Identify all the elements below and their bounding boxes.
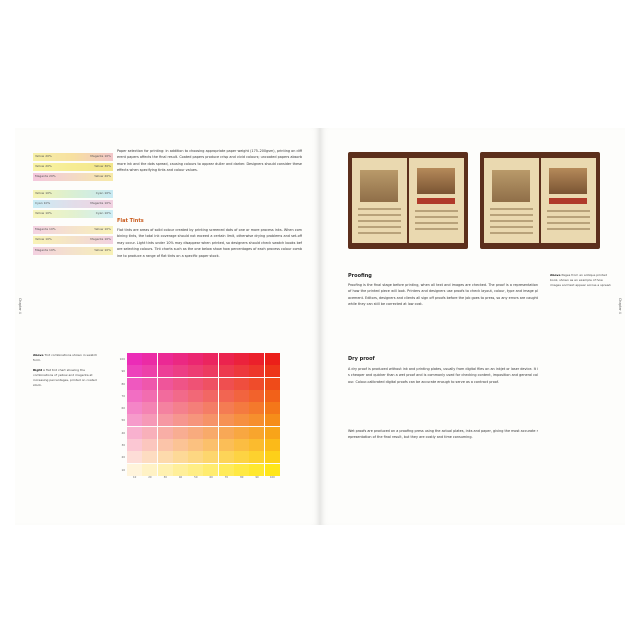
flat-tints-paragraph: Flat tints are areas of solid colour created by printing screened dots of one or more process inks. When combining tints, the total ink coverage should not exceed a certain limit, otherwise drying problems and set-off may occur. Light tints under 10% may disappear when printed, so designers should check swatch books before selecting colours. Tint charts such as the one below show how percentages of each process colour combine to produce a range of flat tints on a specific paper stock. — [117, 228, 302, 258]
swatch-label-right: Cyan 10% — [95, 190, 111, 195]
tint-cell — [188, 427, 203, 439]
tint-cell — [265, 378, 280, 390]
tint-chart-row — [115, 365, 280, 377]
swatch-label-left: Magenta 20% — [35, 174, 56, 179]
tint-cell — [158, 427, 173, 439]
dry-proof-paragraph: A dry proof is produced without ink and printing plates, usually from digital files on an inkjet or laser device. It is cheaper and quicker than a wet proof and is commonly used for checking content, imposition and general colour. Colour-calibrated digital proofs can be accurate enough to serve as a contract proof. — [348, 367, 538, 384]
tint-chart-row — [115, 451, 280, 463]
tint-cell — [249, 402, 264, 414]
tint-cell — [249, 414, 264, 426]
tint-cell — [127, 353, 142, 365]
tint-cell — [158, 402, 173, 414]
tint-cell — [142, 353, 157, 365]
tint-cell — [234, 451, 249, 463]
caption-photos — [550, 273, 612, 288]
tint-cell — [142, 378, 157, 390]
tint-cell — [265, 390, 280, 402]
tint-swatch — [33, 226, 113, 234]
caption-right-text: A flat tint chart showing the combinations of yellow and magenta at increasing percentages, printed on coated stock. — [33, 368, 97, 387]
tint-cell — [219, 414, 234, 426]
left-page — [15, 128, 320, 525]
tint-cell — [142, 365, 157, 377]
swatch-label-left: Yellow 20% — [35, 154, 52, 158]
tint-cell — [142, 402, 157, 414]
tint-cell — [219, 427, 234, 439]
tint-cell — [219, 451, 234, 463]
tint-cell — [219, 464, 234, 476]
tint-swatch — [33, 210, 113, 218]
caption-above-text: Tint combinations shown in swatch form. — [33, 353, 98, 362]
tint-cell — [142, 390, 157, 402]
tint-cell — [203, 451, 218, 463]
book-spread — [15, 128, 625, 525]
tint-cell — [142, 439, 157, 451]
tint-cell — [173, 353, 188, 365]
section-title-proofing: Proofing — [348, 273, 372, 279]
tint-cell — [173, 451, 188, 463]
tint-cell — [249, 353, 264, 365]
tint-cell — [249, 378, 264, 390]
tint-cell — [249, 427, 264, 439]
swatch-label-right: Magenta 10% — [90, 200, 111, 205]
tint-swatch — [33, 153, 113, 161]
tint-cell — [234, 402, 249, 414]
tint-col-label: 60 — [209, 475, 213, 479]
tint-cell — [173, 427, 188, 439]
tint-cell — [188, 353, 203, 365]
swatch-label-right: Yellow 10% — [94, 247, 111, 252]
tint-col-label: 70 — [224, 475, 229, 479]
tint-cell — [158, 365, 173, 377]
tint-cell — [234, 378, 249, 390]
tint-cell — [173, 402, 188, 414]
tint-row-label: 90 — [121, 369, 125, 374]
tint-cell — [142, 464, 157, 476]
tint-row-label: 30 — [121, 443, 125, 448]
caption-right — [33, 368, 103, 388]
caption-photos-text: Pages from an antique printed book, shown as an example of how images and text appear across a spread. — [550, 273, 612, 287]
caption-photos-label: Above — [550, 273, 561, 277]
tint-chart — [115, 353, 280, 505]
tint-row-label: 70 — [121, 393, 125, 398]
tint-cell — [127, 365, 142, 377]
tint-chart-row — [115, 439, 280, 451]
tint-cell — [203, 353, 218, 365]
tint-cell — [203, 365, 218, 377]
tint-cell — [127, 427, 142, 439]
section-title-dry-proof: Dry proof — [348, 356, 375, 362]
tint-cell — [142, 451, 157, 463]
tint-col-label: 30 — [163, 475, 167, 479]
tint-cell — [127, 378, 142, 390]
tint-cell — [234, 365, 249, 377]
tint-cell — [142, 427, 157, 439]
swatch-label-left: Yellow 20% — [35, 164, 52, 169]
tint-cell — [158, 414, 173, 426]
tint-cell — [234, 353, 249, 365]
tint-cell — [265, 365, 280, 377]
tint-cell — [219, 365, 234, 377]
tint-row-label: 10 — [121, 467, 125, 472]
tint-cell — [158, 439, 173, 451]
swatch-label-right: Cyan 10% — [95, 210, 111, 215]
tint-swatch — [33, 173, 113, 181]
tint-cell — [203, 439, 218, 451]
tint-cell — [219, 353, 234, 365]
book-photo-right — [480, 152, 600, 249]
tint-cell — [219, 439, 234, 451]
tint-col-label: 10 — [132, 475, 137, 479]
tint-cell — [173, 378, 188, 390]
tint-cell — [188, 402, 203, 414]
tint-swatch — [33, 190, 113, 198]
tint-chart-row — [115, 427, 280, 439]
tint-chart-row — [115, 390, 280, 402]
tint-swatch — [33, 247, 113, 255]
tint-cell — [265, 353, 280, 365]
tint-cell — [127, 390, 142, 402]
tint-cell — [142, 414, 157, 426]
tint-chart-row — [115, 353, 280, 365]
tint-cell — [127, 414, 142, 426]
tint-cell — [188, 439, 203, 451]
tint-cell — [249, 390, 264, 402]
swatch-label-right: Magenta 10% — [90, 237, 111, 242]
caption-right-label: Right — [33, 368, 43, 372]
tint-row-label: 20 — [121, 455, 125, 460]
tint-row-label: 60 — [121, 406, 125, 411]
tint-col-label: 50 — [194, 475, 198, 479]
tint-cell — [188, 414, 203, 426]
caption-above-label: Above — [33, 353, 44, 357]
swatch-label-left: Magenta 10% — [35, 227, 56, 232]
tint-cell — [234, 427, 249, 439]
left-folio: Chapter 4 — [18, 298, 22, 314]
tint-cell — [188, 390, 203, 402]
tint-chart-row — [115, 414, 280, 426]
tint-swatch — [33, 236, 113, 244]
tint-cell — [158, 451, 173, 463]
right-folio: Chapter 4 — [618, 298, 622, 314]
swatch-label-right: Yellow 10% — [94, 227, 111, 232]
tint-col-label: 80 — [240, 475, 244, 479]
tint-cell — [265, 451, 280, 463]
tint-cell — [265, 464, 280, 476]
tint-chart-row — [115, 378, 280, 390]
tint-cell — [127, 451, 142, 463]
swatch-label-left: Yellow 10% — [35, 237, 52, 242]
right-page — [320, 128, 625, 525]
tint-cell — [158, 353, 173, 365]
tint-col-label: 90 — [255, 475, 259, 479]
tint-cell — [203, 402, 218, 414]
tint-cell — [173, 390, 188, 402]
book-photo-left — [348, 152, 468, 249]
tint-cell — [203, 427, 218, 439]
tint-cell — [249, 365, 264, 377]
tint-cell — [249, 439, 264, 451]
tint-swatches — [33, 153, 113, 257]
section-title-flat-tints: Flat Tints — [117, 218, 144, 224]
intro-paragraph: Paper selection for printing: in addition to choosing appropriate paper weight (175–200gsm), printing on different papers affects the final result. Coated papers produce crisp and vivid colours; uncoated papers absorb more ink and the dots spread, causing colours to appear duller and darker. Designers should consider these effects when specifying tints and colour values. — [117, 149, 302, 173]
swatch-label-left: Magenta 10% — [35, 247, 56, 252]
tint-cell — [188, 451, 203, 463]
proofing-paragraph: Proofing is the final stage before printing, when all text and images are checked. The proof is a representation of how the printed piece will look. Printers and designers use proofs to check layout, colour, type and image placement. Editors, designers and clients all sign off proofs before the job goes to press, so any errors are caught while they can still be corrected at low cost. — [348, 283, 538, 307]
tint-swatch — [33, 200, 113, 208]
tint-cell — [158, 378, 173, 390]
tint-col-label: 100 — [269, 475, 275, 479]
tint-row-label: 40 — [121, 430, 125, 435]
tint-row-label: 80 — [121, 381, 125, 386]
caption-above — [33, 353, 103, 363]
tint-cell — [173, 414, 188, 426]
tint-cell — [173, 439, 188, 451]
swatch-label-left: Cyan 10% — [35, 200, 51, 205]
tint-swatch — [33, 163, 113, 171]
tint-cell — [234, 390, 249, 402]
swatch-label-right: Yellow 30% — [94, 164, 111, 169]
tint-cell — [249, 451, 264, 463]
tint-col-label: 20 — [148, 475, 152, 479]
tint-row-label: 100 — [119, 357, 125, 361]
tint-chart-row — [115, 464, 280, 476]
tint-cell — [158, 390, 173, 402]
tint-cell — [127, 402, 142, 414]
tint-cell — [219, 390, 234, 402]
tint-cell — [219, 378, 234, 390]
tint-cell — [265, 402, 280, 414]
tint-cell — [173, 464, 188, 476]
swatch-label-right: Magenta 10% — [90, 154, 111, 158]
tint-cell — [203, 464, 218, 476]
tint-cell — [234, 414, 249, 426]
tint-cell — [203, 390, 218, 402]
tint-cell — [265, 439, 280, 451]
tint-cell — [173, 365, 188, 377]
tint-cell — [188, 378, 203, 390]
tint-row-label: 50 — [121, 418, 125, 423]
tint-cell — [127, 464, 142, 476]
swatch-label-right: Yellow 20% — [94, 174, 111, 179]
tint-cell — [127, 439, 142, 451]
tint-cell — [265, 427, 280, 439]
swatch-label-left: Yellow 10% — [35, 190, 52, 195]
tint-cell — [188, 464, 203, 476]
tint-cell — [249, 464, 264, 476]
tint-col-labels — [127, 476, 280, 479]
tint-cell — [203, 378, 218, 390]
wet-proof-paragraph: Wet proofs are produced on a proofing press using the actual plates, inks and paper, giving the most accurate representation of the final result, but they are costly and time consuming. — [348, 429, 538, 440]
tint-cell — [203, 414, 218, 426]
tint-cell — [219, 402, 234, 414]
tint-cell — [158, 464, 173, 476]
tint-cell — [234, 439, 249, 451]
tint-cell — [234, 464, 249, 476]
swatch-label-left: Yellow 10% — [35, 210, 52, 215]
tint-cell — [265, 414, 280, 426]
tint-col-label: 40 — [178, 475, 183, 479]
tint-cell — [188, 365, 203, 377]
tint-chart-row — [115, 402, 280, 414]
